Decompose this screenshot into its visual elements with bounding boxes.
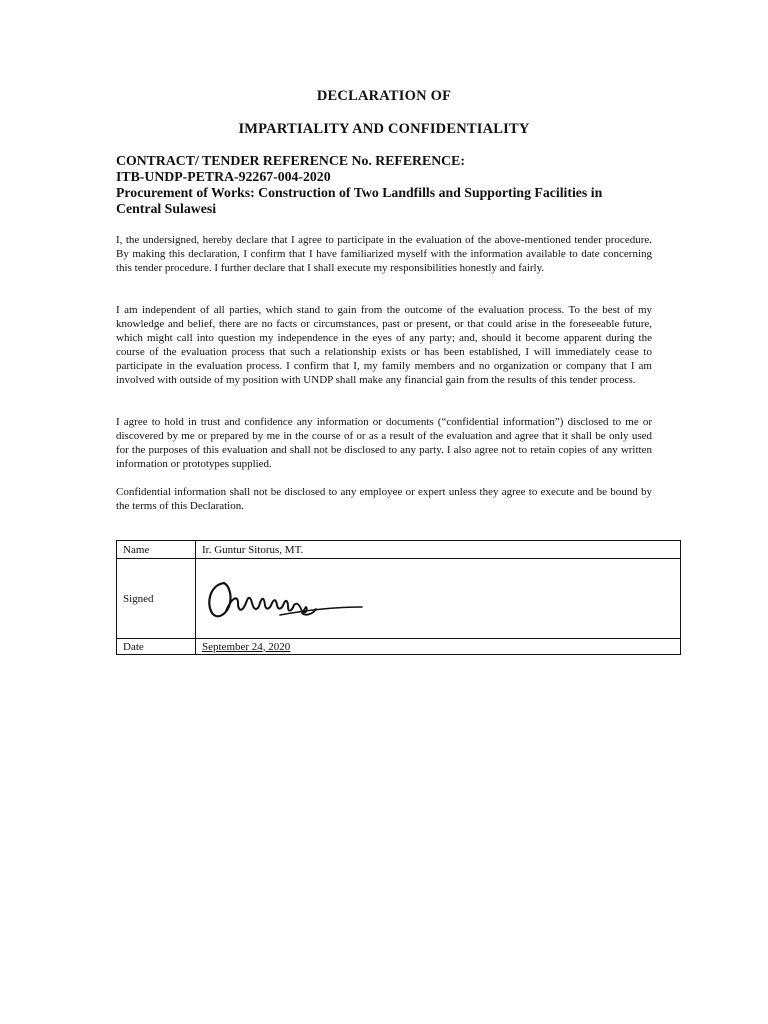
signature-table <box>116 540 681 655</box>
name-value: Ir. Guntur Sitorus, MT. <box>196 541 681 559</box>
reference-label: CONTRACT/ TENDER REFERENCE No. REFERENCE: <box>116 153 465 168</box>
paragraph-independence: I am independent of all parties, which stand to gain from the outcome of the evaluation process. To the best of my knowledge and belief, there are no facts or circumstances, past or present, or that could arise in the foreseeable future, which might call into question my independence in the eyes of any party; and, should it become apparent during the course of the evaluation process that such a relationship exists or has been established, I will immediately cease to participate in the evaluation process. I confirm that I, my family members and no organization or company that I am involved with outside of my position with UNDP shall make any financial gain from the results of this tender process. <box>116 304 652 386</box>
date-label: Date <box>117 639 196 655</box>
date-value: September 24, 2020 <box>202 640 291 653</box>
signed-row <box>117 559 681 639</box>
signed-label: Signed <box>117 559 196 639</box>
date-row <box>117 639 681 655</box>
reference-number: ITB-UNDP-PETRA-92267-004-2020 <box>116 169 331 184</box>
signature-icon <box>202 573 372 625</box>
declaration-subtitle: IMPARTIALITY AND CONFIDENTIALITY <box>238 121 530 137</box>
name-row <box>117 541 681 559</box>
reference-block <box>116 153 656 217</box>
procurement-title-line1: Procurement of Works: Construction of Two Landfills and Supporting Facilities in <box>116 185 603 200</box>
declaration-title: DECLARATION OF <box>316 88 452 104</box>
procurement-title-line2: Central Sulawesi <box>116 201 217 216</box>
date-value-cell <box>196 639 681 655</box>
signature-cell <box>196 559 681 639</box>
paragraph-participation: I, the undersigned, hereby declare that I agree to participate in the evaluation of the above-mentioned tender procedure. By making this declaration, I confirm that I have familiarized myself with the information available to date concerning this tender procedure. I further declare that I shall execute my responsibilities honestly and fairly. <box>116 234 652 274</box>
paragraph-confidentiality: I agree to hold in trust and confidence any information or documents (“confidential information”) disclosed to me or discovered by me or prepared by me in the course of or as a result of the evaluation and agree that it shall be only used for the purposes of this evaluation and shall not be disclosed to any party. I also agree not to retain copies of any written information or prototypes supplied. <box>116 416 652 470</box>
paragraph-disclosure: Confidential information shall not be disclosed to any employee or expert unless they agree to execute and be bound by the terms of this Declaration. <box>116 486 652 512</box>
name-label: Name <box>117 541 196 559</box>
